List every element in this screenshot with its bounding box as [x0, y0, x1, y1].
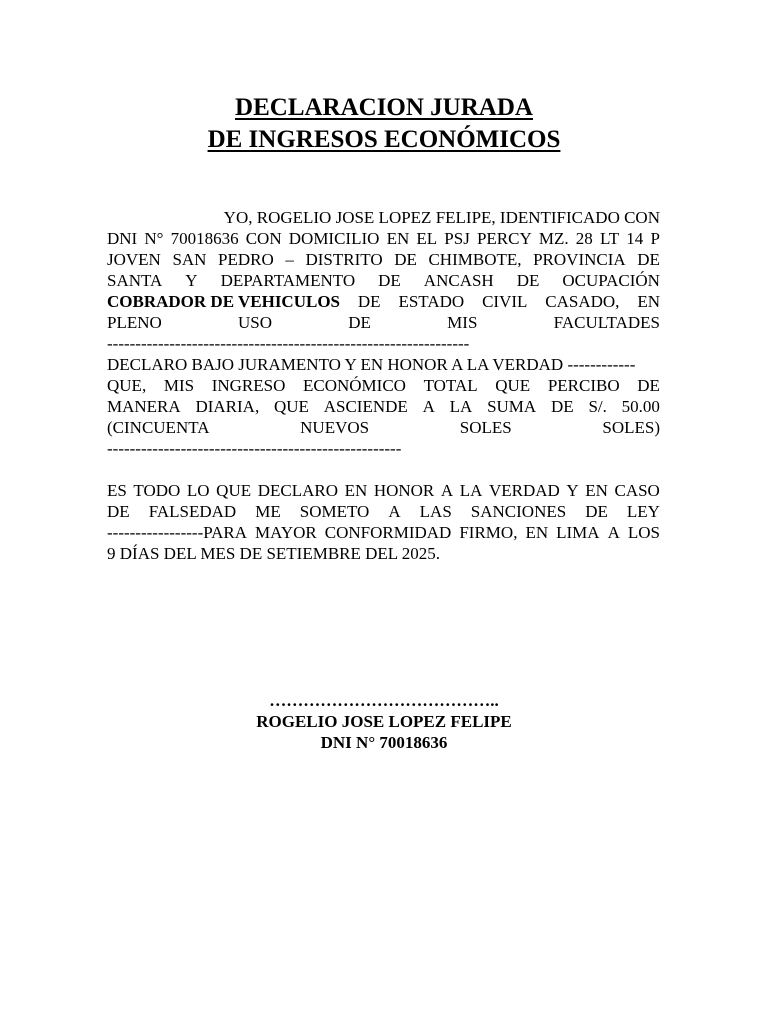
text-line — [107, 417, 660, 438]
word: DECLARO — [257, 481, 338, 500]
word: ME — [255, 502, 281, 521]
text-line — [107, 291, 660, 312]
word: DE — [107, 502, 130, 521]
word: 14 — [626, 229, 644, 248]
word: PERCY — [476, 229, 532, 248]
word: ES — [107, 481, 127, 500]
word: FALSEDAD — [148, 502, 237, 521]
signature-line: ………………………………….. — [269, 691, 499, 710]
word: N° — [144, 229, 164, 248]
word: SUMA — [487, 397, 537, 416]
word: QUE, — [107, 376, 147, 395]
word: DE — [394, 250, 417, 269]
word: SAN — [172, 250, 207, 269]
word: DE — [378, 271, 401, 290]
word: DEPARTAMENTO — [220, 271, 356, 290]
word: MIS — [447, 313, 478, 332]
word: DE — [348, 313, 371, 332]
word: LA — [459, 481, 483, 500]
dash-line: ---------------------------------------------------- — [107, 439, 402, 458]
declaration-paragraph — [107, 354, 660, 459]
word: EN — [386, 229, 410, 248]
word: A — [388, 502, 401, 521]
word: A — [440, 481, 454, 500]
word: OCUPACIÓN — [562, 271, 660, 290]
word: Y — [566, 481, 579, 500]
word: EN — [344, 481, 368, 500]
closing-paragraph — [107, 480, 660, 564]
word: PERCIBO — [547, 376, 620, 395]
word: TODO — [133, 481, 181, 500]
text-line: 9 DÍAS DEL MES DE SETIEMBRE DEL 2025. — [107, 544, 441, 563]
text-line — [107, 270, 660, 291]
word: LT — [599, 229, 620, 248]
word: CON — [245, 229, 282, 248]
word: CHIMBOTE, — [428, 250, 522, 269]
document-title-line-1: DECLARACION JURADA — [235, 94, 533, 121]
word: (CINCUENTA — [107, 418, 210, 437]
word: 70018636 — [170, 229, 239, 248]
word: Y — [185, 271, 198, 290]
word: PSJ — [444, 229, 470, 248]
word: 28 — [575, 229, 593, 248]
declarant-paragraph — [107, 207, 660, 354]
word: EL — [416, 229, 438, 248]
word: TOTAL — [423, 376, 478, 395]
text-line: YO, ROGELIO JOSE LOPEZ FELIPE, IDENTIFICADO CON — [223, 208, 660, 227]
word: -----------------PARA — [107, 523, 248, 542]
word: EN — [525, 523, 549, 542]
text-line: DECLARO BAJO JURAMENTO Y EN HONOR A LA VERDAD ------------ — [107, 355, 636, 374]
signer-dni: DNI N° 70018636 — [320, 733, 448, 752]
text-segment: CIVIL — [482, 292, 528, 311]
text-line — [107, 522, 660, 543]
word: CASO — [614, 481, 660, 500]
word: USO — [238, 313, 273, 332]
word: CONFORMIDAD — [324, 523, 452, 542]
word: QUE — [216, 481, 252, 500]
text-line — [107, 312, 660, 333]
word: QUE — [273, 397, 309, 416]
word: DISTRITO — [305, 250, 383, 269]
word: DE — [637, 376, 660, 395]
word: MAYOR — [255, 523, 317, 542]
word: HONOR — [373, 481, 435, 500]
word: PROVINCIA — [533, 250, 626, 269]
word: P — [650, 229, 660, 248]
word: DOMICILIO — [288, 229, 380, 248]
word: VERDAD — [488, 481, 560, 500]
document-title-line-2: DE INGRESOS ECONÓMICOS — [207, 126, 561, 153]
word: SOMETO — [299, 502, 370, 521]
word: DE — [550, 397, 574, 416]
word: DNI — [107, 229, 138, 248]
word: DIARIA, — [195, 397, 260, 416]
signer-name: ROGELIO JOSE LOPEZ FELIPE — [256, 712, 512, 731]
dash-line: ---------------------------------------------------------------- — [107, 334, 470, 353]
word: LIMA — [556, 523, 600, 542]
word: QUE — [495, 376, 531, 395]
word: SANTA — [107, 271, 163, 290]
text-line — [107, 375, 660, 396]
word: JOVEN — [107, 250, 161, 269]
word: FACULTADES — [553, 313, 660, 332]
text-line — [107, 228, 660, 249]
text-segment: CASADO, — [545, 292, 620, 311]
word: DE — [585, 502, 608, 521]
text-line — [107, 396, 660, 417]
word: LOS — [627, 523, 660, 542]
word: PEDRO — [218, 250, 274, 269]
word: A — [607, 523, 620, 542]
word: LEY — [626, 502, 660, 521]
word: 50.00 — [621, 397, 660, 416]
word: ECONÓMICO — [302, 376, 406, 395]
word: SANCIONES — [470, 502, 567, 521]
word: EN — [585, 481, 608, 500]
text-line — [107, 501, 660, 522]
word: A — [422, 397, 435, 416]
word: LA — [449, 397, 473, 416]
text-segment: EN — [637, 292, 660, 311]
occupation-text: COBRADOR DE VEHICULOS — [107, 292, 341, 311]
word: LAS — [419, 502, 452, 521]
word: S/. — [588, 397, 607, 416]
word: PLENO — [107, 313, 162, 332]
word: MANERA — [107, 397, 181, 416]
word: ANCASH — [423, 271, 494, 290]
word: FIRMO, — [459, 523, 518, 542]
word: SOLES — [459, 418, 512, 437]
text-segment: ESTADO — [398, 292, 465, 311]
word: SOLES) — [602, 418, 660, 437]
word: MZ. — [538, 229, 569, 248]
text-segment: DE — [357, 292, 381, 311]
word: ASCIENDE — [323, 397, 408, 416]
word: NUEVOS — [300, 418, 370, 437]
word: DE — [637, 250, 660, 269]
word: – — [285, 250, 294, 269]
word: MIS — [163, 376, 195, 395]
text-line — [107, 249, 660, 270]
word: LO — [186, 481, 210, 500]
word: DE — [516, 271, 540, 290]
text-line — [107, 480, 660, 501]
word: INGRESO — [211, 376, 286, 395]
